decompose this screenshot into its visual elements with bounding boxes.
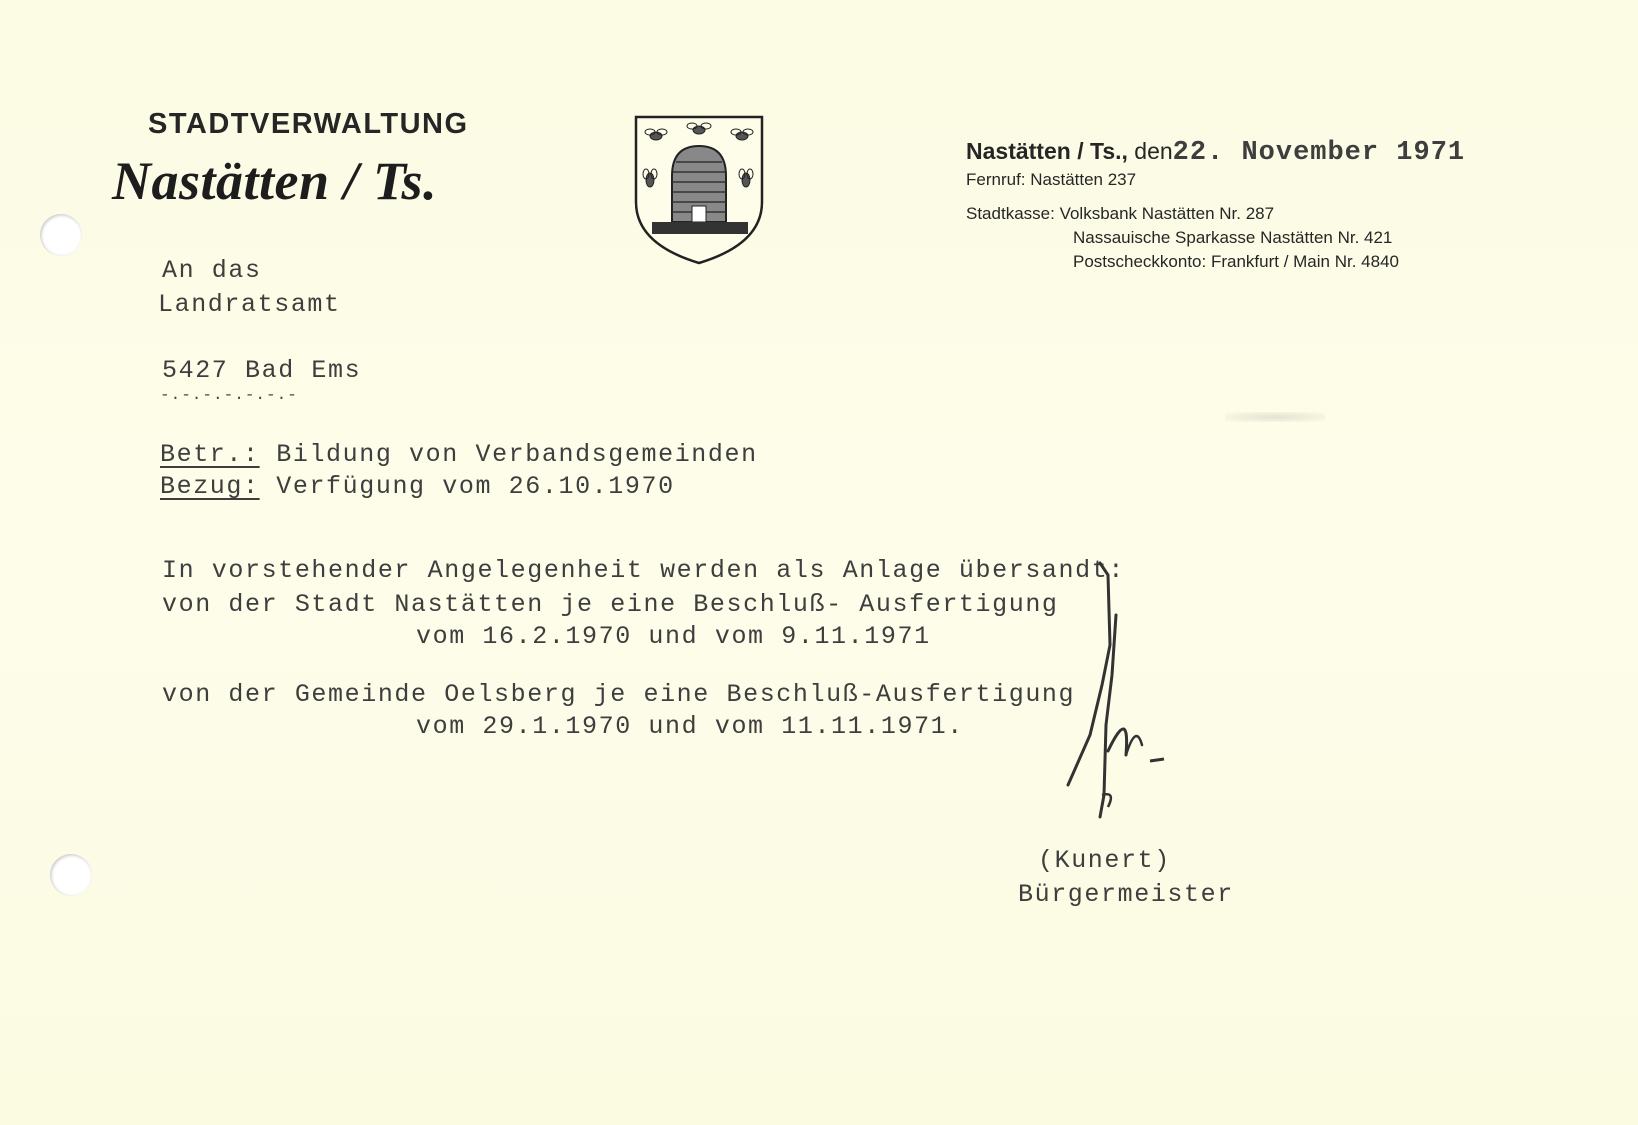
recipient-line-2: Landratsamt xyxy=(158,290,341,319)
place-name: Nastätten / Ts., xyxy=(966,138,1128,164)
letter-date: 22. November 1971 xyxy=(1172,138,1466,168)
signer-title: Bürgermeister xyxy=(1018,880,1234,909)
place-date-line xyxy=(966,138,1465,168)
town-name-script: Nastätten / Ts. xyxy=(112,151,438,211)
bezug-text: Verfügung vom 26.10.1970 xyxy=(276,472,675,501)
body-line-1: In vorstehender Angelegenheit werden als Anlage übersandt: xyxy=(162,556,1125,585)
bezug-label: Bezug: xyxy=(160,472,260,501)
bank-account-1: Volksbank Nastätten Nr. 287 xyxy=(1059,204,1275,223)
body-line-5: vom 29.1.1970 und vom 11.11.1971. xyxy=(416,712,964,741)
letterhead-details xyxy=(966,138,1465,274)
subject-line xyxy=(160,440,758,469)
phone-line: Fernruf: Nastätten 237 xyxy=(966,170,1137,189)
recipient-underline-marks: -.-.-.-.-.-.- xyxy=(160,386,298,404)
body-line-4: von der Gemeinde Oelsberg je eine Beschluß-Ausfertigung xyxy=(162,680,1076,709)
body-line-2: von der Stadt Nastätten je eine Beschluß- Ausfertigung xyxy=(162,590,1059,619)
betr-label: Betr.: xyxy=(160,440,260,469)
beehive-crest-icon xyxy=(632,114,766,266)
bank-label: Stadtkasse: xyxy=(966,204,1055,223)
paper-smudge xyxy=(1225,412,1325,422)
punch-hole-top xyxy=(40,214,82,256)
body-line-3: vom 16.2.1970 und vom 9.11.1971 xyxy=(416,622,931,651)
punch-hole-bottom xyxy=(50,854,92,896)
signer-name: (Kunert) xyxy=(1038,846,1171,875)
bank-line-3: Postscheckkonto: Frankfurt / Main Nr. 4840 xyxy=(1073,252,1399,271)
org-title: STADTVERWALTUNG xyxy=(148,108,469,140)
recipient-line-1: An das xyxy=(162,256,262,285)
reference-line xyxy=(160,472,675,501)
den-label: den xyxy=(1134,138,1173,164)
bank-line-1 xyxy=(966,202,1465,226)
betr-text: Bildung von Verbandsgemeinden xyxy=(276,440,758,469)
bank-line-2: Nassauische Sparkasse Nastätten Nr. 421 xyxy=(1073,228,1393,247)
handwritten-signature xyxy=(1060,555,1170,835)
recipient-city: 5427 Bad Ems xyxy=(162,356,362,385)
